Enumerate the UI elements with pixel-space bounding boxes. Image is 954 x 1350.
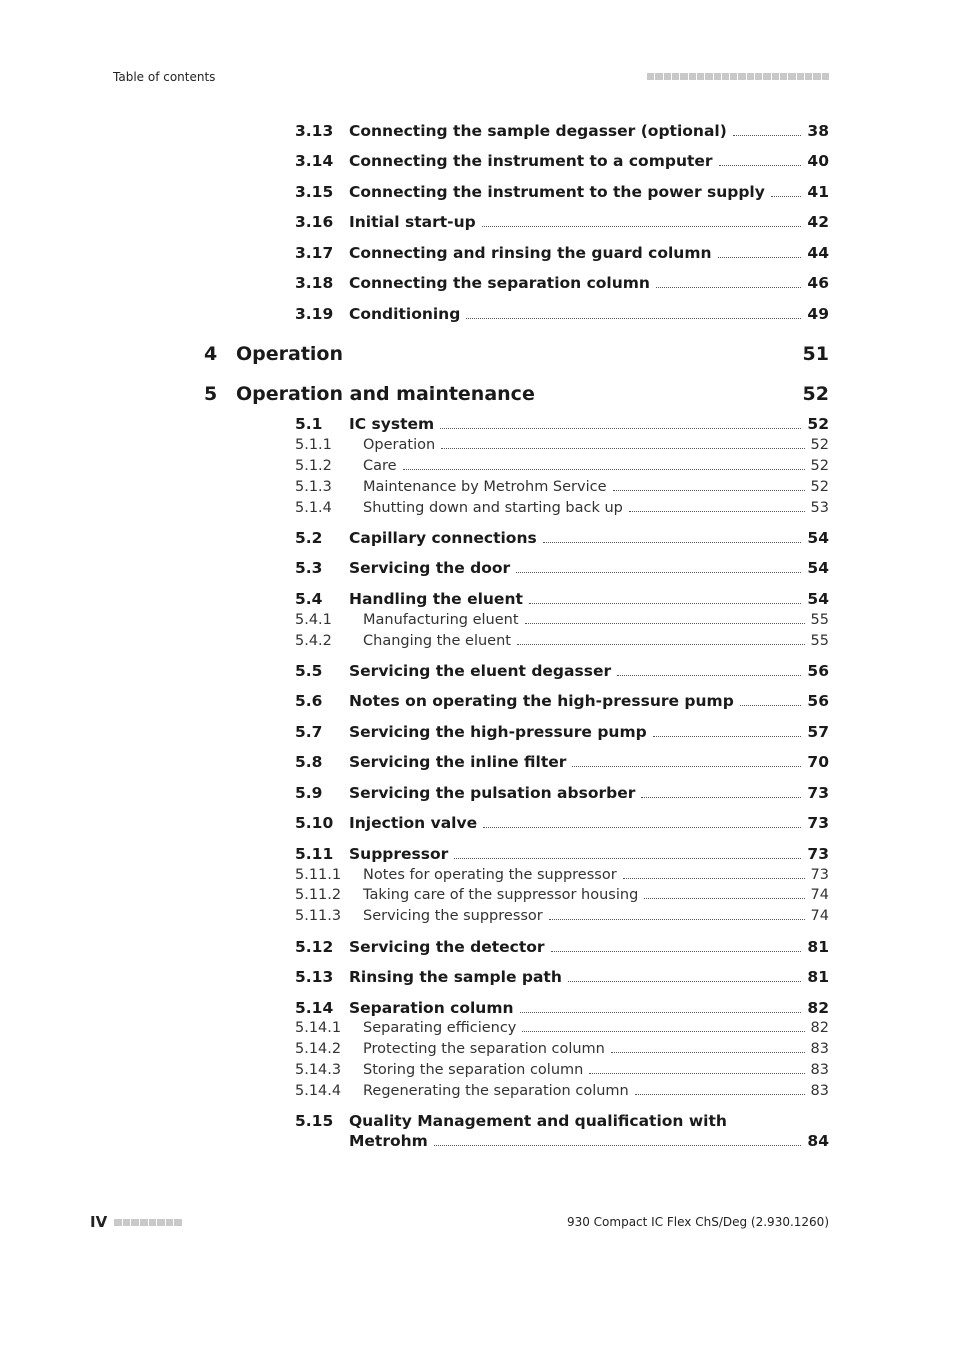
toc-leader xyxy=(611,1052,805,1053)
toc-leader xyxy=(543,542,802,543)
toc-entry-page: 74 xyxy=(810,908,829,924)
toc-entry-title: Notes for operating the suppressor xyxy=(363,867,617,883)
toc-entry-title: Notes on operating the high-pressure pump xyxy=(349,692,734,710)
toc-entry[interactable] xyxy=(295,814,829,832)
toc-entry-title: Maintenance by Metrohm Service xyxy=(363,479,607,495)
toc-subentry[interactable] xyxy=(295,908,829,924)
toc-subentry[interactable] xyxy=(295,458,829,474)
toc-entry-page: 73 xyxy=(807,814,829,832)
toc-subentry[interactable] xyxy=(295,887,829,903)
toc-entry[interactable] xyxy=(295,999,829,1017)
toc-entry-number: 5.1 xyxy=(295,415,323,433)
toc-entry-title: Servicing the pulsation absorber xyxy=(349,784,636,802)
toc-entry-number: 5.10 xyxy=(295,814,334,832)
toc-entry-title: Connecting the separation column xyxy=(349,274,650,292)
toc-entry[interactable] xyxy=(295,559,829,577)
toc-entry-number: 5.8 xyxy=(295,753,323,771)
toc-leader xyxy=(617,675,801,676)
toc-leader xyxy=(641,797,801,798)
toc-entry-number: 5.7 xyxy=(295,723,323,741)
toc-entry-page: 54 xyxy=(807,590,829,608)
toc-entry-title: Servicing the door xyxy=(349,559,511,577)
toc-entry-page: 82 xyxy=(807,999,829,1017)
toc-leader xyxy=(520,1012,802,1013)
toc-entry-page: 55 xyxy=(810,633,829,649)
toc-entry-title: Conditioning xyxy=(349,305,461,323)
toc-leader xyxy=(572,766,801,767)
toc-entry-page: 40 xyxy=(807,152,829,170)
toc-subentry[interactable] xyxy=(295,612,829,628)
toc-entry-page: 42 xyxy=(807,213,829,231)
toc-entry[interactable] xyxy=(295,152,829,170)
toc-subentry[interactable] xyxy=(295,437,829,453)
toc-entry[interactable] xyxy=(295,183,829,201)
toc-entry-page: 54 xyxy=(807,559,829,577)
toc-subentry[interactable] xyxy=(295,500,829,516)
toc-entry-number: 5.11.3 xyxy=(295,908,342,924)
toc-entry-number: 3.15 xyxy=(295,183,334,201)
toc-entry-number: 3.13 xyxy=(295,122,334,140)
toc-leader xyxy=(613,490,805,491)
toc-entry-title: Protecting the separation column xyxy=(363,1041,605,1057)
toc-entry-title: Connecting the instrument to a computer xyxy=(349,152,713,170)
toc-leader xyxy=(629,511,805,512)
toc-entry-page: 83 xyxy=(810,1083,829,1099)
toc-entry-page: 70 xyxy=(807,753,829,771)
toc-chapter-number: 5 xyxy=(204,383,218,405)
toc-entry-title: Handling the eluent xyxy=(349,590,523,608)
toc-entry-number: 5.11.1 xyxy=(295,867,342,883)
toc-entry-page: 52 xyxy=(810,458,829,474)
toc-leader xyxy=(529,603,802,604)
toc-entry-number: 3.17 xyxy=(295,244,334,262)
toc-entry[interactable] xyxy=(295,213,829,231)
toc-entry-page: 46 xyxy=(807,274,829,292)
toc-entry-title: Separation column xyxy=(349,999,514,1017)
toc-entry-title: Servicing the eluent degasser xyxy=(349,662,612,680)
toc-entry-number: 5.2 xyxy=(295,529,323,547)
toc-entry-title: Changing the eluent xyxy=(363,633,511,649)
toc-leader xyxy=(522,1031,804,1032)
toc-entry-title: Shutting down and starting back up xyxy=(363,500,623,516)
toc-subentry[interactable] xyxy=(295,1041,829,1057)
toc-entry[interactable] xyxy=(295,845,829,863)
toc-entry-page: 83 xyxy=(810,1041,829,1057)
toc-entry[interactable] xyxy=(295,753,829,771)
toc-leader xyxy=(403,469,805,470)
toc-entry-number: 5.14.1 xyxy=(295,1020,342,1036)
toc-entry[interactable] xyxy=(295,122,829,140)
toc-entry-page: 52 xyxy=(810,437,829,453)
toc-leader xyxy=(653,736,802,737)
toc-leader xyxy=(525,623,805,624)
toc-entry-title: Servicing the detector xyxy=(349,938,545,956)
toc-leader xyxy=(466,318,801,319)
toc-entry-page: 73 xyxy=(810,867,829,883)
toc-chapter[interactable] xyxy=(204,343,829,365)
toc-entry[interactable] xyxy=(295,244,829,262)
toc-entry-title: Manufacturing eluent xyxy=(363,612,519,628)
toc-entry-number: 5.13 xyxy=(295,968,334,986)
toc-leader xyxy=(589,1073,804,1074)
toc-entry[interactable] xyxy=(295,938,829,956)
toc-entry-number: 5.14.4 xyxy=(295,1083,342,1099)
toc-entry-number: 5.14 xyxy=(295,999,334,1017)
toc-leader xyxy=(454,858,801,859)
toc-entry-number: 5.4.2 xyxy=(295,633,332,649)
toc-leader xyxy=(549,919,805,920)
toc-entry-page: 55 xyxy=(810,612,829,628)
toc-entry-page: 57 xyxy=(807,723,829,741)
toc-entry-number: 5.1.1 xyxy=(295,437,332,453)
footer-decorative-marks xyxy=(114,1219,182,1226)
toc-entry-number: 5.6 xyxy=(295,692,323,710)
toc-entry-page: 74 xyxy=(810,887,829,903)
footer-page-number: IV xyxy=(90,1213,108,1231)
toc-entry-page: 38 xyxy=(807,122,829,140)
toc-entry-page: 54 xyxy=(807,529,829,547)
toc-entry-page: 84 xyxy=(807,1132,829,1150)
toc-leader xyxy=(551,951,802,952)
toc-entry-title: Separating efficiency xyxy=(363,1020,517,1036)
toc-chapter[interactable] xyxy=(204,383,829,405)
toc-entry-page: 82 xyxy=(810,1020,829,1036)
toc-entry[interactable] xyxy=(295,1112,829,1150)
toc-leader xyxy=(482,226,802,227)
toc-subentry[interactable] xyxy=(295,633,829,649)
toc-entry-title: IC system xyxy=(349,415,435,433)
footer-document-title: 930 Compact IC Flex ChS/Deg (2.930.1260) xyxy=(566,1215,829,1229)
toc-subentry[interactable] xyxy=(295,1062,829,1078)
toc-entry-page: 81 xyxy=(807,968,829,986)
toc-entry-title: Initial start-up xyxy=(349,213,476,231)
toc-entry-title: Care xyxy=(363,458,397,474)
toc-entry-title: Servicing the inline filter xyxy=(349,753,567,771)
toc-entry-page: 41 xyxy=(807,183,829,201)
toc-entry-title: Taking care of the suppressor housing xyxy=(363,887,639,903)
toc-entry-number: 5.3 xyxy=(295,559,323,577)
toc-entry[interactable] xyxy=(295,784,829,802)
toc-leader xyxy=(440,428,801,429)
toc-entry-page: 73 xyxy=(807,784,829,802)
toc-leader xyxy=(623,878,805,879)
toc-chapter-page: 51 xyxy=(802,343,829,365)
toc-entry-page: 53 xyxy=(810,500,829,516)
toc-entry-page: 73 xyxy=(807,845,829,863)
toc-subentry[interactable] xyxy=(295,1083,829,1099)
toc-leader xyxy=(568,981,802,982)
toc-subentry[interactable] xyxy=(295,479,829,495)
header-section-label: Table of contents xyxy=(113,70,216,84)
toc-entry-page: 56 xyxy=(807,662,829,680)
toc-entry[interactable] xyxy=(295,723,829,741)
toc-entry-number: 5.14.2 xyxy=(295,1041,342,1057)
toc-entry-title: Operation xyxy=(363,437,436,453)
toc-leader xyxy=(644,898,804,899)
toc-leader xyxy=(718,257,802,258)
toc-entry-number: 5.9 xyxy=(295,784,323,802)
toc-entry-number: 5.4.1 xyxy=(295,612,332,628)
toc-entry[interactable] xyxy=(295,968,829,986)
toc-entry-page: 52 xyxy=(807,415,829,433)
toc-leader xyxy=(516,572,801,573)
toc-entry-title: Connecting and rinsing the guard column xyxy=(349,244,712,262)
toc-entry-number: 5.1.4 xyxy=(295,500,332,516)
toc-entry[interactable] xyxy=(295,590,829,608)
toc-leader xyxy=(635,1094,805,1095)
toc-entry-title: Connecting the instrument to the power supply xyxy=(349,183,765,201)
toc-entry[interactable] xyxy=(295,415,829,433)
toc-entry-number: 5.11.2 xyxy=(295,887,342,903)
toc-entry-page: 81 xyxy=(807,938,829,956)
toc-entry-title: Rinsing the sample path xyxy=(349,968,562,986)
toc-entry-number: 5.1.2 xyxy=(295,458,332,474)
toc-leader xyxy=(719,165,802,166)
toc-leader xyxy=(441,448,804,449)
toc-entry-title: Connecting the sample degasser (optional) xyxy=(349,122,727,140)
toc-chapter-number: 4 xyxy=(204,343,218,365)
toc-chapter-title: Operation xyxy=(236,343,344,365)
toc-entry-title: Injection valve xyxy=(349,814,478,832)
toc-subentry[interactable] xyxy=(295,1020,829,1036)
toc-entry-number: 3.16 xyxy=(295,213,334,231)
toc-chapter-title: Operation and maintenance xyxy=(236,383,535,405)
toc-entry-number: 5.11 xyxy=(295,845,334,863)
toc-entry-title: Servicing the suppressor xyxy=(363,908,543,924)
toc-entry-title: Regenerating the separation column xyxy=(363,1083,629,1099)
toc-entry-number: 5.12 xyxy=(295,938,334,956)
toc-chapter-page: 52 xyxy=(802,383,829,405)
toc-leader xyxy=(656,287,801,288)
toc-entry-number: 3.18 xyxy=(295,274,334,292)
toc-entry-number: 3.19 xyxy=(295,305,334,323)
toc-entry-page: 49 xyxy=(807,305,829,323)
toc-entry-number: 5.14.3 xyxy=(295,1062,342,1078)
toc-subentry[interactable] xyxy=(295,867,829,883)
toc-entry-number: 5.1.3 xyxy=(295,479,332,495)
toc-entry-title-line1: Quality Management and qualification with xyxy=(349,1112,727,1130)
toc-leader xyxy=(434,1145,802,1146)
toc-entry-number: 5.5 xyxy=(295,662,323,680)
toc-leader xyxy=(517,644,805,645)
toc-entry-title: Servicing the high-pressure pump xyxy=(349,723,647,741)
toc-entry-number: 3.14 xyxy=(295,152,334,170)
toc-leader xyxy=(771,196,802,197)
toc-entry-number: 5.4 xyxy=(295,590,323,608)
toc-entry-title: Capillary connections xyxy=(349,529,537,547)
toc-entry-page: 83 xyxy=(810,1062,829,1078)
toc-entry-number: 5.15 xyxy=(295,1112,334,1130)
toc-entry-title: Storing the separation column xyxy=(363,1062,584,1078)
toc-entry[interactable] xyxy=(295,662,829,680)
toc-entry-title: Suppressor xyxy=(349,845,449,863)
toc-leader xyxy=(740,705,802,706)
toc-entry-title-line2: Metrohm xyxy=(349,1132,428,1150)
toc-leader xyxy=(733,135,802,136)
toc-entry-page: 52 xyxy=(810,479,829,495)
toc-entry-page: 44 xyxy=(807,244,829,262)
toc-entry[interactable] xyxy=(295,692,829,710)
toc-entry[interactable] xyxy=(295,529,829,547)
toc-entry[interactable] xyxy=(295,274,829,292)
toc-entry[interactable] xyxy=(295,305,829,323)
toc-leader xyxy=(483,827,801,828)
toc-entry-page: 56 xyxy=(807,692,829,710)
